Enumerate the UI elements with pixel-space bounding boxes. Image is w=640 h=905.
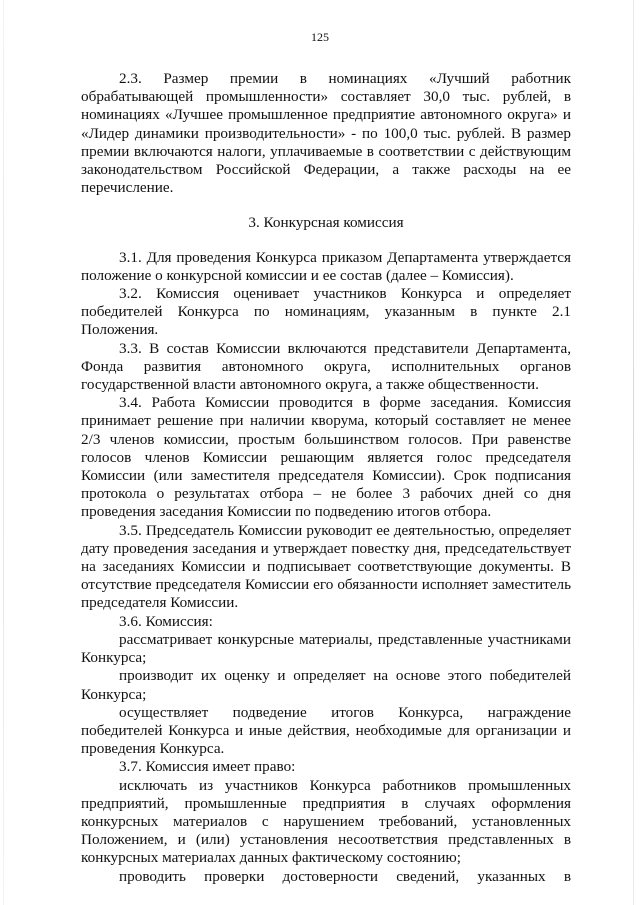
page-number: 125 xyxy=(311,30,329,44)
scan-edge-left xyxy=(3,0,4,905)
paragraph-2-3: 2.3. Размер премии в номинациях «Лучший работник обрабатывающей промышленности» составляет 30,0 тыс. рублей, в номинациях «Лучшее промышленное предприятие автономного округа» и «Лидер динамики производительности» - по 100,0 тыс. рублей. В размер премии включаются налоги, уплачиваемые в соответствии с действующим законодательством Российской Федерации, а также расходы на ее перечисление. xyxy=(81,70,571,197)
paragraph-3-3: 3.3. В состав Комиссии включаются представители Департамента, Фонда развития автономного округа, исполнительных органов государственной власти автономного округа, а также общественности. xyxy=(81,339,571,394)
paragraph-3-6: 3.6. Комиссия: xyxy=(119,612,213,630)
paragraph-3-2: 3.2. Комиссия оценивает участников Конкурса и определяет победителей Конкурса по номинациям, указанным в пункте 2.1 Положения. xyxy=(81,285,571,339)
document-body xyxy=(81,70,571,886)
paragraph-3-6-item-3: осуществляет подведение итогов Конкурса, награждение победителей Конкурса и иные действия, необходимые для организации и проведения Конкурса. xyxy=(81,703,571,758)
paragraph-3-5: 3.5. Председатель Комиссии руководит ее деятельностью, определяет дату проведения заседания и утверждает повестку дня, председательствует на заседаниях Комиссии и подписывает соответствующие документы. В отсутствие председателя Комиссии его обязанности исполняет заместитель председателя Комиссии. xyxy=(81,521,571,612)
paragraph-3-4: 3.4. Работа Комиссии проводится в форме заседания. Комиссия принимает решение при наличии кворума, который составляет не менее 2/3 членов комиссии, простым большинством голосов. При равенстве голосов членов Комиссии решающим является голос председателя Комиссии (или заместителя председателя Комиссии). Срок подписания протокола о результатах отбора – не более 3 рабочих дней со дня проведения заседания Комиссии по подведению итогов отбора. xyxy=(81,394,571,521)
paragraph-3-1: 3.1. Для проведения Конкурса приказом Департамента утверждается положение о конкурсной комиссии и ее состав (далее – Комиссия). xyxy=(81,248,571,284)
paragraph-3-6-item-2: производит их оценку и определяет на основе этого победителей Конкурса; xyxy=(81,667,571,703)
paragraph-3-7-item-1: исключать из участников Конкурса работников промышленных предприятий, промышленные предприятия в случаях оформления конкурсных материалов с нарушением требований, установленных Положением, и (или) установления несоответствия представленных в конкурсных материалах данных фактическому состоянию; xyxy=(81,776,571,867)
section-title: 3. Конкурсная комиссия xyxy=(248,214,404,232)
scan-edge-right xyxy=(633,0,634,905)
paragraph-3-7: 3.7. Комиссия имеет право: xyxy=(119,758,296,776)
paragraph-3-6-item-1: рассматривает конкурсные материалы, представленные участниками Конкурса; xyxy=(81,630,571,667)
paragraph-3-7-item-2: проводить проверки достоверности сведений, указанных в xyxy=(119,867,571,885)
